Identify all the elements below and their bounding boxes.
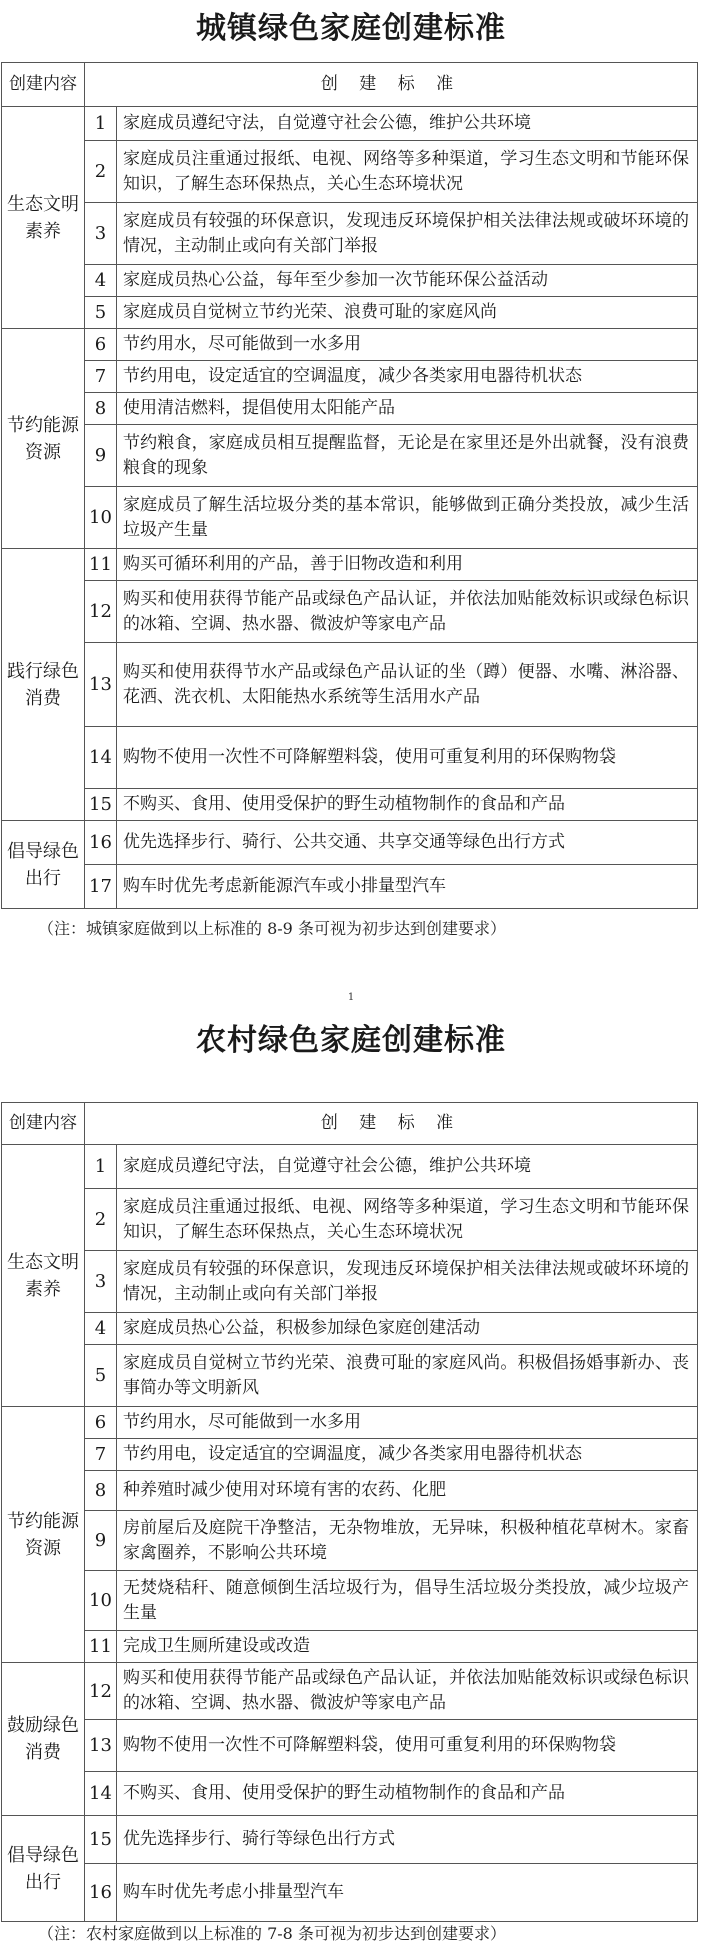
item-text: 完成卫生厕所建设或改造 (117, 1631, 698, 1663)
item-number: 12 (85, 581, 117, 643)
item-text: 节约用水，尽可能做到一水多用 (117, 329, 698, 361)
item-number: 15 (85, 789, 117, 821)
page-number: 1 (347, 992, 355, 1003)
item-number: 4 (85, 265, 117, 297)
table-row (2, 1439, 698, 1471)
item-text: 家庭成员注重通过报纸、电视、网络等多种渠道，学习生态文明和节能环保知识，了解生态环保热点，关心生态环境状况 (117, 141, 698, 203)
item-text: 节约用水，尽可能做到一水多用 (117, 1407, 698, 1439)
item-number: 10 (85, 487, 117, 549)
table-header-row (2, 1103, 698, 1145)
item-number: 3 (85, 203, 117, 265)
rural-title: 农村绿色家庭创建标准 (196, 1023, 506, 1058)
item-text: 无焚烧秸秆、随意倾倒生活垃圾行为，倡导生活垃圾分类投放，减少垃圾产生量 (117, 1571, 698, 1631)
table-row (2, 487, 698, 549)
item-text: 节约用电，设定适宜的空调温度，减少各类家用电器待机状态 (117, 1439, 698, 1471)
table-row (2, 581, 698, 643)
item-text: 节约粮食，家庭成员相互提醒监督，无论是在家里还是外出就餐，没有浪费粮食的现象 (117, 425, 698, 487)
item-text: 不购买、食用、使用受保护的野生动植物制作的食品和产品 (117, 1772, 698, 1816)
category-label: 节约能源 资源 (2, 329, 85, 549)
category-label: 生态文明 素养 (2, 107, 85, 329)
header-standard: 创 建 标 准 (85, 63, 698, 107)
item-text: 优先选择步行、骑行、公共交通、共享交通等绿色出行方式 (117, 821, 698, 865)
item-number: 7 (85, 361, 117, 393)
item-number: 14 (85, 727, 117, 789)
header-standard: 创 建 标 准 (85, 1103, 698, 1145)
table-row (2, 1407, 698, 1439)
item-text: 家庭成员遵纪守法，自觉遵守社会公德，维护公共环境 (117, 107, 698, 141)
item-number: 4 (85, 1313, 117, 1345)
table-row (2, 1251, 698, 1313)
rural-standards-table (1, 1102, 698, 1922)
table-row (2, 1720, 698, 1772)
table-row (2, 643, 698, 727)
item-text: 购物不使用一次性不可降解塑料袋，使用可重复利用的环保购物袋 (117, 727, 698, 789)
item-number: 8 (85, 1471, 117, 1511)
urban-standards-table (1, 62, 698, 909)
item-text: 购买和使用获得节能产品或绿色产品认证，并依法加贴能效标识或绿色标识的冰箱、空调、热水器、微波炉等家电产品 (117, 581, 698, 643)
category-label: 践行绿色 消费 (2, 549, 85, 821)
table-row (2, 393, 698, 425)
item-number: 2 (85, 141, 117, 203)
category-label: 倡导绿色 出行 (2, 821, 85, 909)
item-number: 16 (85, 1864, 117, 1922)
item-number: 1 (85, 107, 117, 141)
table-row (2, 789, 698, 821)
table-row (2, 865, 698, 909)
table-row (2, 329, 698, 361)
table-row (2, 1772, 698, 1816)
table-row (2, 1145, 698, 1189)
urban-note: （注：城镇家庭做到以上标准的 8-9 条可视为初步达到创建要求） (38, 919, 506, 938)
item-number: 15 (85, 1816, 117, 1864)
table-row (2, 1864, 698, 1922)
item-number: 12 (85, 1663, 117, 1720)
table-row (2, 1471, 698, 1511)
item-text: 购物不使用一次性不可降解塑料袋，使用可重复利用的环保购物袋 (117, 1720, 698, 1772)
item-number: 7 (85, 1439, 117, 1471)
item-text: 家庭成员热心公益，每年至少参加一次节能环保公益活动 (117, 265, 698, 297)
item-number: 1 (85, 1145, 117, 1189)
item-number: 11 (85, 549, 117, 581)
item-number: 14 (85, 1772, 117, 1816)
table-row (2, 549, 698, 581)
category-label: 鼓励绿色 消费 (2, 1663, 85, 1816)
header-category: 创建内容 (2, 1103, 85, 1145)
table-row (2, 141, 698, 203)
item-number: 2 (85, 1189, 117, 1251)
table-row (2, 1313, 698, 1345)
item-text: 购车时优先考虑小排量型汽车 (117, 1864, 698, 1922)
item-number: 16 (85, 821, 117, 865)
item-text: 购买和使用获得节能产品或绿色产品认证，并依法加贴能效标识或绿色标识的冰箱、空调、热水器、微波炉等家电产品 (117, 1663, 698, 1720)
item-text: 使用清洁燃料，提倡使用太阳能产品 (117, 393, 698, 425)
category-label: 倡导绿色 出行 (2, 1816, 85, 1922)
table-row (2, 821, 698, 865)
item-text: 节约用电，设定适宜的空调温度，减少各类家用电器待机状态 (117, 361, 698, 393)
table-row (2, 1631, 698, 1663)
table-row (2, 297, 698, 329)
table-row (2, 727, 698, 789)
table-row (2, 425, 698, 487)
item-text: 家庭成员有较强的环保意识，发现违反环境保护相关法律法规或破坏环境的情况，主动制止或向有关部门举报 (117, 203, 698, 265)
item-text: 优先选择步行、骑行等绿色出行方式 (117, 1816, 698, 1864)
item-number: 3 (85, 1251, 117, 1313)
item-text: 购买和使用获得节水产品或绿色产品认证的坐（蹲）便器、水嘴、淋浴器、花洒、洗衣机、太阳能热水系统等生活用水产品 (117, 643, 698, 727)
item-text: 家庭成员自觉树立节约光荣、浪费可耻的家庭风尚 (117, 297, 698, 329)
item-number: 5 (85, 1345, 117, 1407)
item-number: 10 (85, 1571, 117, 1631)
category-label: 生态文明 素养 (2, 1145, 85, 1407)
item-number: 6 (85, 1407, 117, 1439)
table-row (2, 107, 698, 141)
item-number: 5 (85, 297, 117, 329)
item-text: 不购买、食用、使用受保护的野生动植物制作的食品和产品 (117, 789, 698, 821)
item-text: 房前屋后及庭院干净整洁，无杂物堆放，无异味，积极种植花草树木。家畜家禽圈养，不影响公共环境 (117, 1511, 698, 1571)
item-text: 家庭成员遵纪守法，自觉遵守社会公德，维护公共环境 (117, 1145, 698, 1189)
table-row (2, 1816, 698, 1864)
table-row (2, 265, 698, 297)
item-number: 9 (85, 425, 117, 487)
table-row (2, 1345, 698, 1407)
item-number: 17 (85, 865, 117, 909)
item-number: 6 (85, 329, 117, 361)
item-text: 家庭成员注重通过报纸、电视、网络等多种渠道，学习生态文明和节能环保知识，了解生态环保热点，关心生态环境状况 (117, 1189, 698, 1251)
item-number: 11 (85, 1631, 117, 1663)
item-text: 家庭成员自觉树立节约光荣、浪费可耻的家庭风尚。积极倡扬婚事新办、丧事简办等文明新风 (117, 1345, 698, 1407)
table-row (2, 1189, 698, 1251)
urban-title: 城镇绿色家庭创建标准 (196, 11, 506, 46)
header-category: 创建内容 (2, 63, 85, 107)
item-number: 9 (85, 1511, 117, 1571)
item-number: 13 (85, 643, 117, 727)
table-row (2, 361, 698, 393)
table-row (2, 1663, 698, 1720)
item-text: 家庭成员热心公益，积极参加绿色家庭创建活动 (117, 1313, 698, 1345)
category-label: 节约能源 资源 (2, 1407, 85, 1663)
table-row (2, 1571, 698, 1631)
item-text: 家庭成员了解生活垃圾分类的基本常识，能够做到正确分类投放，减少生活垃圾产生量 (117, 487, 698, 549)
rural-note: （注：农村家庭做到以上标准的 7-8 条可视为初步达到创建要求） (38, 1924, 506, 1943)
item-text: 购买可循环利用的产品，善于旧物改造和利用 (117, 549, 698, 581)
table-row (2, 203, 698, 265)
item-text: 家庭成员有较强的环保意识，发现违反环境保护相关法律法规或破坏环境的情况，主动制止或向有关部门举报 (117, 1251, 698, 1313)
item-text: 购车时优先考虑新能源汽车或小排量型汽车 (117, 865, 698, 909)
table-row (2, 1511, 698, 1571)
table-header-row (2, 63, 698, 107)
item-number: 8 (85, 393, 117, 425)
item-number: 13 (85, 1720, 117, 1772)
item-text: 种养殖时减少使用对环境有害的农药、化肥 (117, 1471, 698, 1511)
